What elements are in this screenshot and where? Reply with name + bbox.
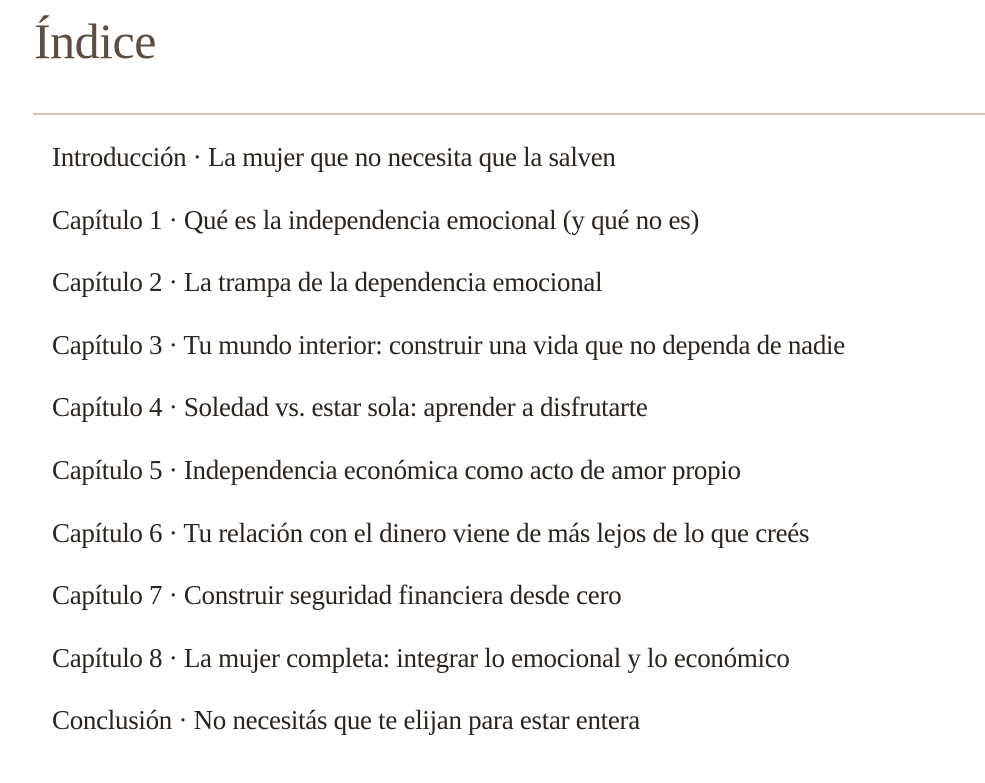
toc-item-chapter-6[interactable]: Capítulo 6 · Tu relación con el dinero viene de más lejos de lo que creés bbox=[52, 517, 810, 548]
toc-item-chapter-4[interactable]: Capítulo 4 · Soledad vs. estar sola: aprender a disfrutarte bbox=[52, 392, 648, 423]
toc-item-chapter-1[interactable]: Capítulo 1 · Qué es la independencia emocional (y qué no es) bbox=[52, 204, 700, 235]
title-divider bbox=[33, 113, 985, 115]
page-title: Índice bbox=[34, 13, 156, 69]
toc-item-conclusion[interactable]: Conclusión · No necesitás que te elijan para estar entera bbox=[52, 705, 640, 736]
toc-item-chapter-7[interactable]: Capítulo 7 · Construir seguridad financiera desde cero bbox=[52, 580, 622, 611]
toc-item-introduction[interactable]: Introducción · La mujer que no necesita que la salven bbox=[52, 142, 616, 172]
table-of-contents bbox=[52, 132, 845, 758]
toc-item-chapter-8[interactable]: Capítulo 8 · La mujer completa: integrar lo emocional y lo económico bbox=[52, 642, 790, 673]
toc-item-chapter-3[interactable]: Capítulo 3 · Tu mundo interior: construir una vida que no dependa de nadie bbox=[52, 329, 845, 360]
toc-item-chapter-5[interactable]: Capítulo 5 · Independencia económica como acto de amor propio bbox=[52, 454, 741, 485]
toc-item-chapter-2[interactable]: Capítulo 2 · La trampa de la dependencia emocional bbox=[52, 267, 603, 298]
